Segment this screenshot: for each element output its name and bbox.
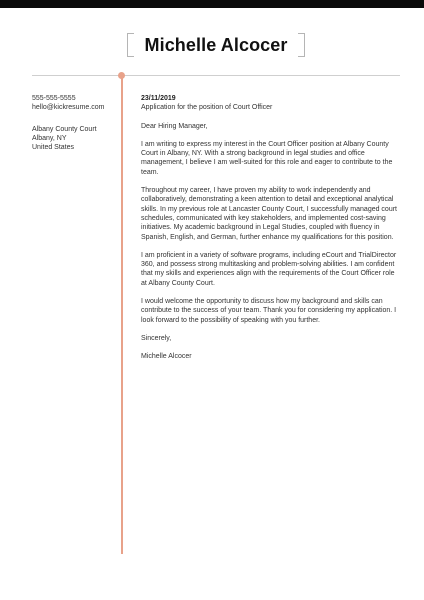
contact-sidebar — [32, 94, 116, 152]
employer-country: United States — [32, 144, 75, 152]
horizontal-divider — [32, 75, 400, 76]
letter-body — [141, 94, 399, 362]
letter-subject: Application for the position of Court Officer — [141, 104, 273, 112]
vertical-divider — [121, 76, 123, 554]
letter-closing: Sincerely, — [141, 334, 172, 342]
letter-date: 23/11/2019 — [141, 95, 176, 102]
phone: 555-555-5555 — [32, 95, 76, 102]
letter-signature: Michelle Alcocer — [141, 353, 192, 361]
right-bracket-decoration — [298, 33, 305, 57]
letter-paragraph: Throughout my career, I have proven my ability to work independently and collaboratively, demonstrating a keen attention to detail and exceptional analytical skills. In my previous role at Lancaster County Court, I successfully managed court schedules, communicated with key stakeholders, and implemented cost-saving initiatives. My academic background in Legal Studies, coupled with fluency in Spanish, English, and German, further enhance my qualifications for this position. — [141, 187, 397, 241]
applicant-name: Michelle Alcocer — [144, 35, 288, 55]
email: hello@kickresume.com — [32, 104, 105, 112]
spacer — [32, 113, 116, 125]
letter-paragraph: I am proficient in a variety of software programs, including eCourt and TrialDirector 360, and possess strong multitasking and problem-solving abilities. I am confident that my skills and experiences align with the requirements of the Court Officer role at Albany County Court. — [141, 251, 397, 287]
name-header — [127, 33, 305, 57]
employer-city: Albany, NY — [32, 134, 67, 142]
letter-paragraph: I would welcome the opportunity to discuss how my background and skills can contribute to the success of your team. Thank you for considering my application. I look forward to the possibility of speaking with you further. — [141, 298, 397, 324]
letter-greeting: Dear Hiring Manager, — [141, 122, 208, 130]
top-bar — [0, 0, 424, 8]
employer-name: Albany County Court — [32, 125, 97, 133]
letter-paragraph: I am writing to express my interest in the Court Officer position at Albany County Court in Albany, NY. With a strong background in legal studies and office management, I believe I am well-suited for this role and eager to contribute to the team. — [141, 140, 393, 176]
divider-dot — [118, 72, 125, 79]
